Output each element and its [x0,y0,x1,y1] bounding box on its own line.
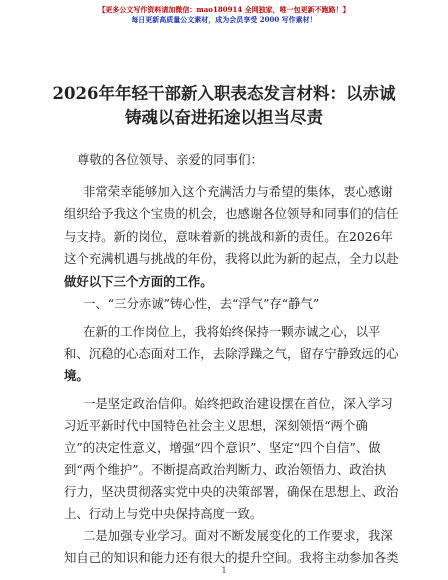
page-number: 1 [221,566,227,575]
paragraph-line: 行力，坚决贯彻落实党中央的决策部署，确保在思想上、政治 [64,484,399,499]
document-title-line2: 铸魂以奋进拓途以担当尽责 [125,108,323,127]
paragraph-line: 上、行动上与党中央保持高度一致。 [64,506,263,521]
paragraph-line: 与支持。新的岗位，意味着新的挑战和新的责任。在2026年 [64,229,393,244]
salutation: 尊敬的各位领导、亲爱的同事们： [77,152,263,167]
paragraph-line: 立”的决定性意义，增强“四个意识”、坚定“四个自信”、做 [64,440,381,455]
paragraph-line: 组织给予我这个宝贵的机会，也感谢各位领导和同事们的信任 [64,206,399,221]
paragraph-line: 习近平新时代中国特色社会主义思想，深刻领悟“两个确 [64,418,368,433]
section-heading: 一、“三分赤诚”铸心性，去“浮气”存“静气” [83,296,320,311]
document-title-line1: 2026年年轻干部新入职表态发言材料：以赤诚 [52,84,396,103]
paragraph-line: 在新的工作岗位上，我将始终保持一颗赤诚之心，以平 [83,324,381,339]
paragraph-line: 非常荣幸能够加入这个充满活力与希望的集体，衷心感谢 [83,184,393,199]
paragraph-line: 做好以下三个方面的工作。 [64,274,213,289]
paragraph-line: 到“两个维护”。不断提高政治判断力、政治领悟力、政治执 [64,462,387,477]
promo-banner-line1: 【更多公文写作资料请加微信：mao180914 全网独家，唯一包更新不跑路！】 [98,5,350,14]
paragraph-line: 知自己的知识和能力还有很大的提升空间。我将主动参加各类 [64,550,399,565]
paragraph-line: 和、沉稳的心态面对工作，去除浮躁之气，留存宁静致远的心 [64,346,399,361]
paragraph-line: 境。 [64,368,89,383]
paragraph-line: 这个充满机遇与挑战的年份，我将以此为新的起点，全力以赴 [64,251,399,266]
promo-banner-line2: 每日更新高质量公文素材，成为会员享受 2000 写作素材！ [131,15,317,24]
paragraph-line: 二是加强专业学习。面对不断发展变化的工作要求，我深 [83,528,393,543]
paragraph-line: 一是坚定政治信仰。始终把政治建设摆在首位，深入学习 [83,396,393,411]
